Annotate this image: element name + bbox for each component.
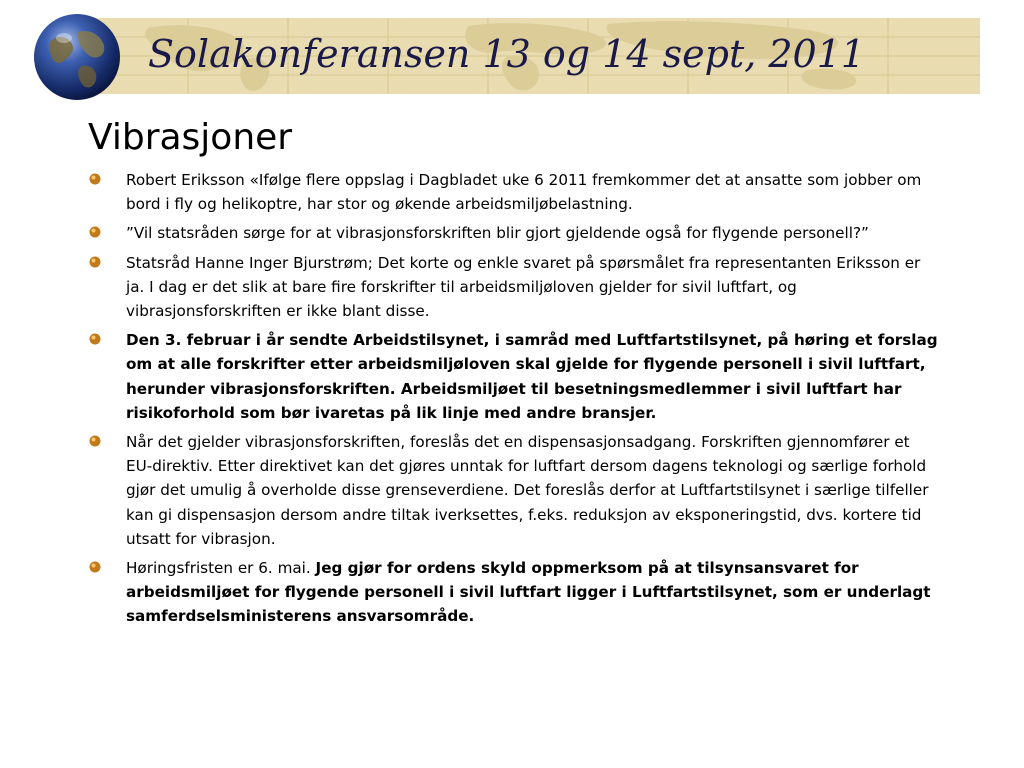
bullet-marker-icon bbox=[89, 435, 101, 447]
bullet-text: Statsråd Hanne Inger Bjurstrøm; Det korte og enkle svaret på spørsmålet fra representanten Eriksson er ja. I dag er det slik at bare fire forskrifter til arbeidsmiljøloven gjelder for sivil luftfart, og vibrasjonsforskriften er ikke blant disse. bbox=[126, 253, 921, 321]
list-item bbox=[88, 328, 938, 425]
list-item bbox=[88, 556, 938, 629]
globe-icon bbox=[32, 12, 122, 102]
bullet-text: Robert Eriksson «Ifølge flere oppslag i Dagbladet uke 6 2011 fremkommer det at ansatte som jobber om bord i fly og helikoptre, har stor og økende arbeidsmiljøbelastning. bbox=[126, 171, 922, 214]
bullet-text-bold: Jeg gjør for ordens skyld oppmerksom på at tilsynsansvaret for arbeidsmiljøet for flygende personell i sivil luftfart ligger i Luftfartstilsynet, som er underlagt samferdselsministerens ansvarsområde. bbox=[126, 559, 931, 626]
bullet-marker-icon bbox=[89, 226, 101, 238]
bullet-marker-icon bbox=[89, 256, 101, 268]
list-item bbox=[88, 251, 938, 324]
bullet-marker-icon bbox=[89, 173, 101, 185]
bullet-marker-icon bbox=[89, 561, 101, 573]
list-item bbox=[88, 168, 938, 216]
section-heading: Vibrasjoner bbox=[88, 117, 293, 158]
bullet-list bbox=[88, 168, 938, 634]
bullet-text-bold: Den 3. februar i år sendte Arbeidstilsynet, i samråd med Luftfartstilsynet, på høring et forslag om at alle forskrifter etter arbeidsmiljøloven skal gjelde for flygende personell i sivil luftfart, herunder vibrasjonsforskriften. Arbeidsmiljøet til besetningsmedlemmer i sivil luftfart har risikoforhold som bør ivaretas på lik linje med andre bransjer. bbox=[126, 331, 938, 422]
bullet-text: ”Vil statsråden sørge for at vibrasjonsforskriften blir gjort gjeldende også for flygende personell?” bbox=[126, 224, 869, 243]
bullet-text: Når det gjelder vibrasjonsforskriften, foreslås det en dispensasjonsadgang. Forskriften gjennomfører et EU-direktiv. Etter direktivet kan det gjøres unntak for luftfart dersom dagens teknologi og særlige forhold gjør det umulig å overholde disse grenseverdiene. Det foreslås derfor at Luftfartstilsynet i særlige tilfeller kan gi dispensasjon dersom andre tiltak iverksettes, f.eks. reduksjon av eksponeringstid, dvs. kortere tid utsatt for vibrasjon. bbox=[126, 433, 929, 548]
list-item bbox=[88, 430, 938, 551]
bullet-text: Høringsfristen er 6. mai. bbox=[126, 559, 316, 578]
slide-title: Solakonferansen 13 og 14 sept, 2011 bbox=[148, 32, 866, 76]
list-item bbox=[88, 221, 938, 245]
bullet-marker-icon bbox=[89, 333, 101, 345]
